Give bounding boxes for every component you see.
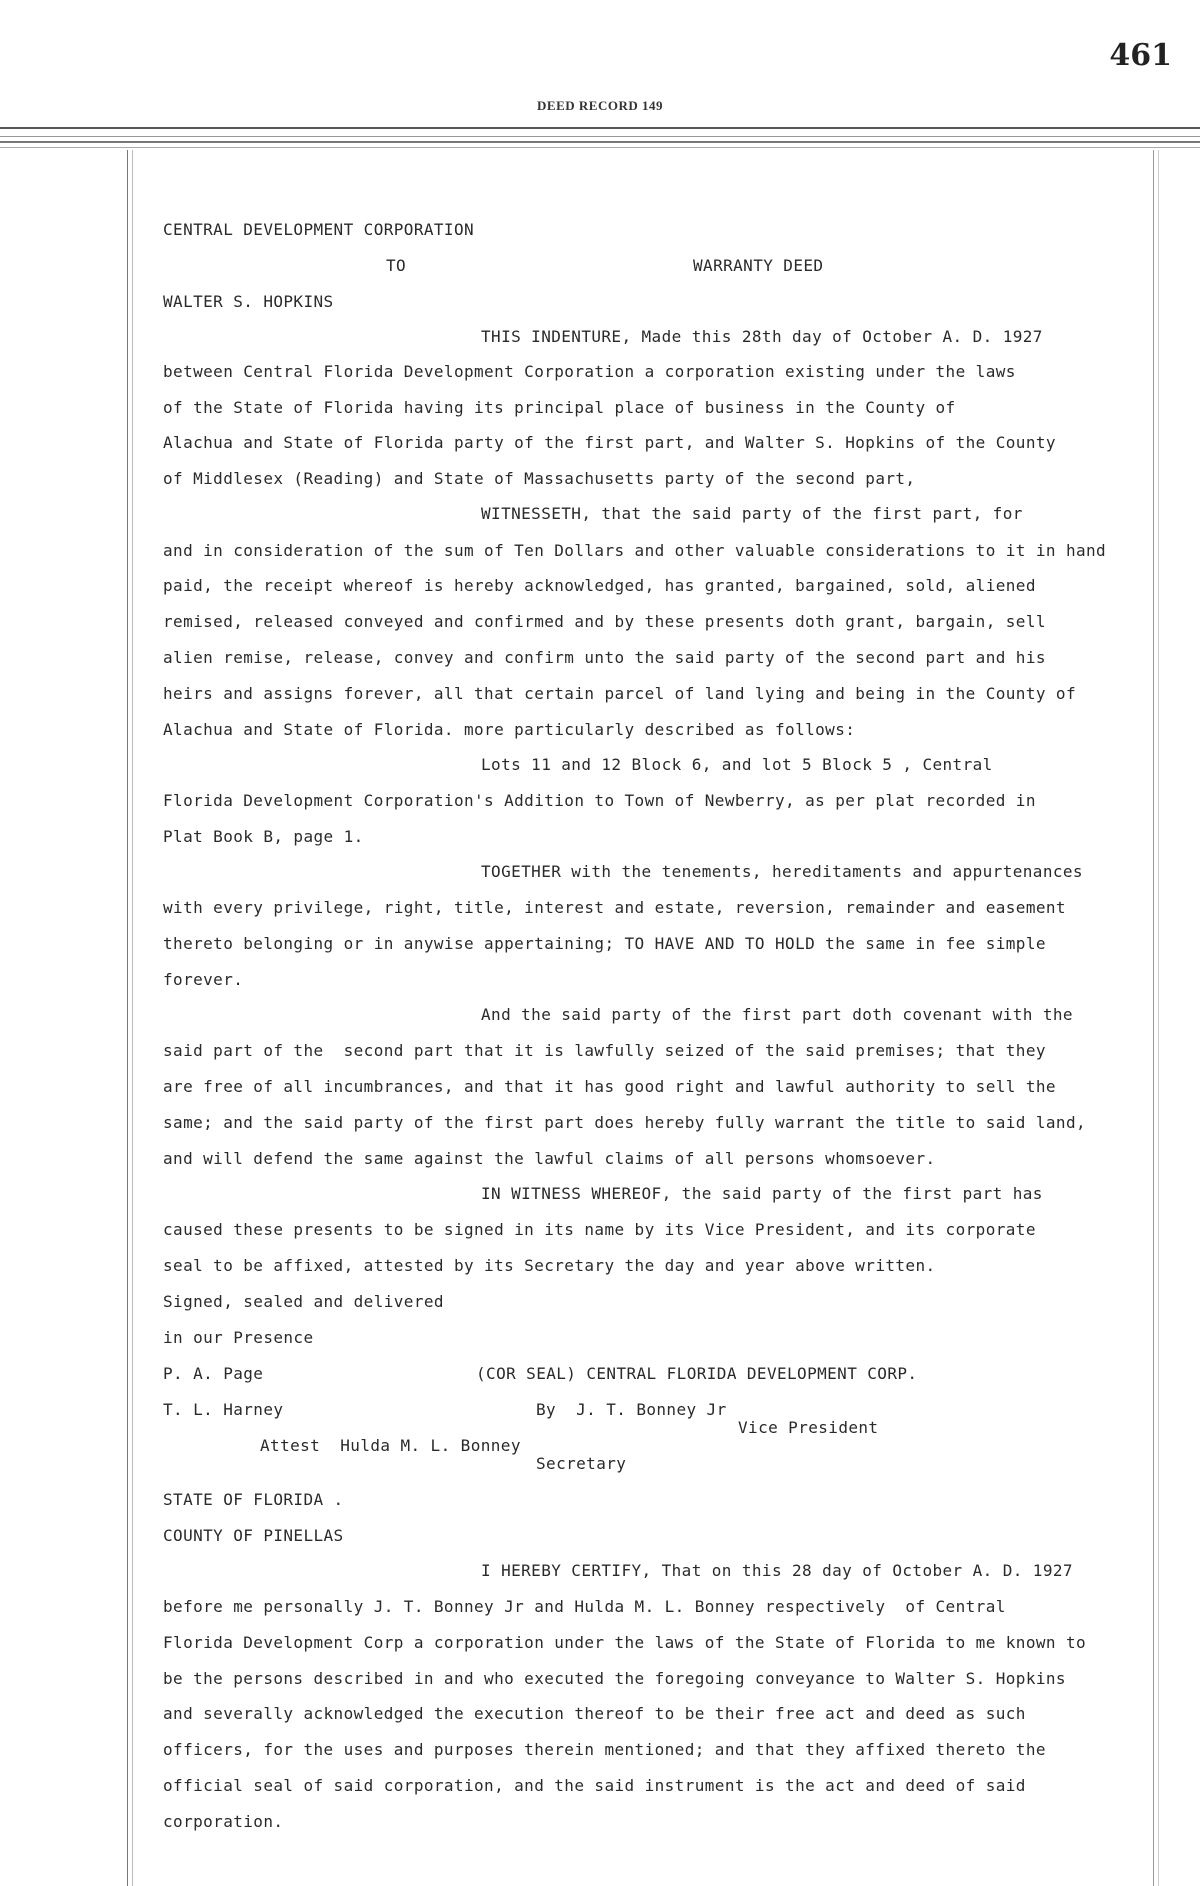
body-line: And the said party of the first part doth covenant with the [481,1005,1073,1024]
body-line: caused these presents to be signed in its name by its Vice President, and its corporate [163,1220,1036,1239]
body-line: Alachua and State of Florida. more particularly described as follows: [163,720,856,739]
body-line: of the State of Florida having its principal place of business in the County of [163,398,956,417]
witness-name: P. A. Page [163,1364,264,1383]
signer-by-line: By J. T. Bonney Jr [536,1400,727,1419]
witness-name: T. L. Harney [163,1400,284,1419]
signed-sealed-line: Signed, sealed and delivered [163,1292,444,1311]
body-line: Lots 11 and 12 Block 6, and lot 5 Block 5 , Central [481,755,993,774]
body-line: Florida Development Corporation's Addition to Town of Newberry, as per plat recorded in [163,791,1036,810]
acknowledgment-line: be the persons described in and who executed the foregoing conveyance to Walter S. Hopkins [163,1669,1066,1688]
body-line: heirs and assigns forever, all that certain parcel of land lying and being in the County of [163,684,1076,703]
corporation-signature-line: (COR SEAL) CENTRAL FLORIDA DEVELOPMENT CORP. [476,1364,918,1383]
body-line: forever. [163,970,244,989]
margin-line [132,150,133,1886]
grantor-name: CENTRAL DEVELOPMENT CORPORATION [163,220,475,239]
body-line: THIS INDENTURE, Made this 28th day of October A. D. 1927 [481,327,1043,346]
body-line: same; and the said party of the first part does hereby fully warrant the title to said land, [163,1113,1087,1132]
header-rule [0,136,1200,137]
body-line: and will defend the same against the lawful claims of all persons whomsoever. [163,1149,936,1168]
county-line: COUNTY OF PINELLAS [163,1526,344,1545]
body-line: thereto belonging or in anywise appertaining; TO HAVE AND TO HOLD the same in fee simple [163,934,1046,953]
page-number: 461 [1109,38,1172,73]
secretary-title: Secretary [536,1454,627,1473]
grantee-name: WALTER S. HOPKINS [163,292,334,311]
ledger-title: DEED RECORD 149 [537,98,663,113]
acknowledgment-line: and severally acknowledged the execution thereof to be their free act and deed as such [163,1704,1026,1723]
body-line: and in consideration of the sum of Ten Dollars and other valuable considerations to it in hand [163,541,1107,560]
body-line: of Middlesex (Reading) and State of Massachusetts party of the second part, [163,469,916,488]
body-line: paid, the receipt whereof is hereby acknowledged, has granted, bargained, sold, aliened [163,576,1036,595]
deed-type: WARRANTY DEED [693,256,824,275]
body-line: WITNESSETH, that the said party of the first part, for [481,504,1023,523]
body-line: Alachua and State of Florida party of the first part, and Walter S. Hopkins of the County [163,433,1056,452]
vice-president-title: Vice President [738,1418,879,1437]
acknowledgment-line: Florida Development Corp a corporation under the laws of the State of Florida to me known to [163,1633,1087,1652]
body-line: remised, released conveyed and confirmed and by these presents doth grant, bargain, sell [163,612,1046,631]
state-line: STATE OF FLORIDA . [163,1490,344,1509]
body-line: Plat Book B, page 1. [163,827,364,846]
acknowledgment-line: before me personally J. T. Bonney Jr and Hulda M. L. Bonney respectively of Central [163,1597,1006,1616]
acknowledgment-line: official seal of said corporation, and the said instrument is the act and deed of said [163,1776,1026,1795]
body-line: seal to be affixed, attested by its Secretary the day and year above written. [163,1256,936,1275]
body-line: TOGETHER with the tenements, hereditaments and appurtenances [481,862,1083,881]
body-line: alien remise, release, convey and confirm unto the said party of the second part and his [163,648,1046,667]
body-line: IN WITNESS WHEREOF, the said party of the first part has [481,1184,1043,1203]
attest-line: Attest Hulda M. L. Bonney [260,1436,521,1455]
body-line: are free of all incumbrances, and that it has good right and lawful authority to sell the [163,1077,1056,1096]
acknowledgment-line: corporation. [163,1812,284,1831]
acknowledgment-line: officers, for the uses and purposes therein mentioned; and that they affixed thereto the [163,1740,1046,1759]
body-line: between Central Florida Development Corporation a corporation existing under the laws [163,362,1016,381]
header-rule [0,147,1200,148]
header-rule [0,141,1200,143]
body-line: with every privilege, right, title, interest and estate, reversion, remainder and easement [163,898,1066,917]
presence-line: in our Presence [163,1328,314,1347]
margin-line [1153,150,1154,1886]
margin-line [127,150,128,1886]
margin-line [1158,150,1159,1886]
acknowledgment-line: I HEREBY CERTIFY, That on this 28 day of October A. D. 1927 [481,1561,1073,1580]
header-rule [0,127,1200,129]
body-line: said part of the second part that it is lawfully seized of the said premises; that they [163,1041,1046,1060]
to-label: TO [386,256,407,275]
